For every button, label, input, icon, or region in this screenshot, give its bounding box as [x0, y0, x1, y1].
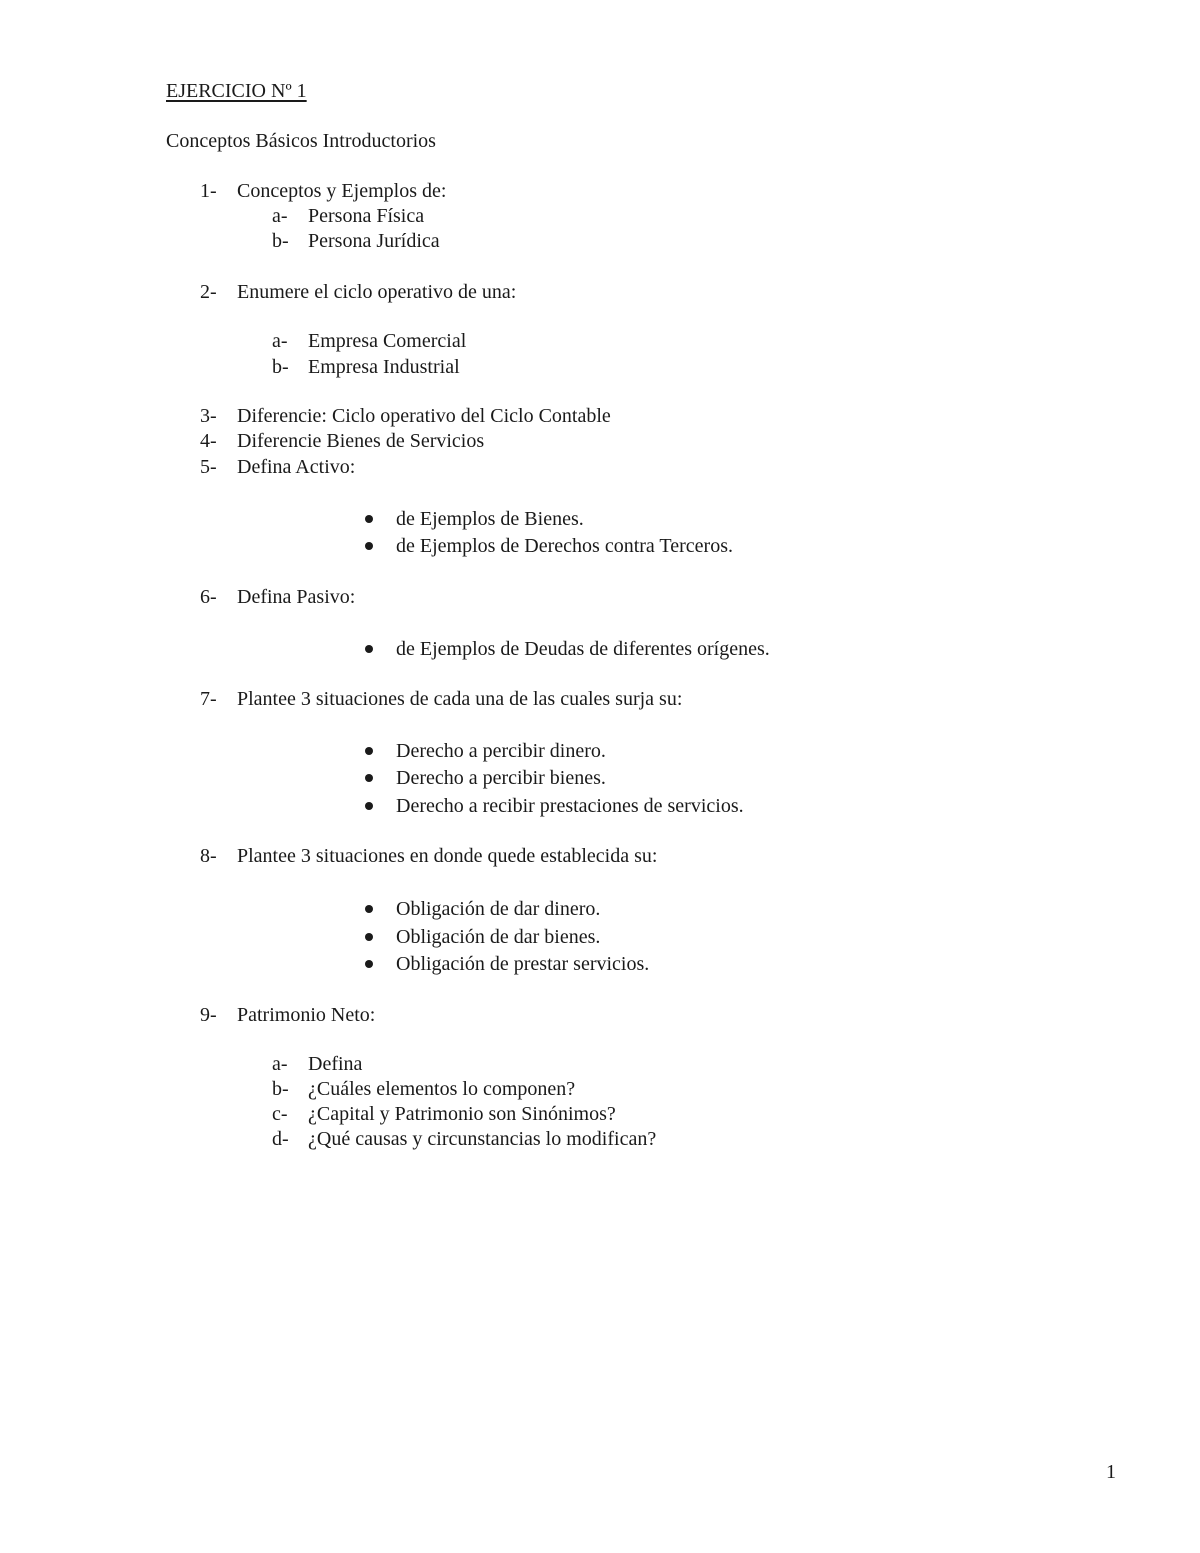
- item-7-bullet-2: Derecho a percibir bienes.: [396, 767, 606, 789]
- item-8-bullet-2: Obligación de dar bienes.: [396, 926, 601, 948]
- item-1-text: Conceptos y Ejemplos de:: [237, 180, 447, 202]
- item-4-number: 4-: [200, 430, 217, 452]
- bullet-icon: [365, 542, 373, 550]
- item-9-sub-c-text: ¿Capital y Patrimonio son Sinónimos?: [308, 1103, 616, 1125]
- item-2-sub-a-text: Empresa Comercial: [308, 330, 467, 352]
- item-2-sub-b-marker: b-: [272, 356, 289, 378]
- item-5-number: 5-: [200, 456, 217, 478]
- item-9-sub-b-text: ¿Cuáles elementos lo componen?: [308, 1078, 576, 1100]
- bullet-icon: [365, 960, 373, 968]
- bullet-icon: [365, 905, 373, 913]
- item-2-sub-b-text: Empresa Industrial: [308, 356, 460, 378]
- bullet-icon: [365, 747, 373, 755]
- item-9-sub-b-marker: b-: [272, 1078, 289, 1100]
- page-number: 1: [1106, 1461, 1116, 1483]
- item-9-text: Patrimonio Neto:: [237, 1004, 376, 1026]
- item-2-sub-a-marker: a-: [272, 330, 288, 352]
- document-subtitle: Conceptos Básicos Introductorios: [166, 130, 436, 152]
- item-7-bullet-1: Derecho a percibir dinero.: [396, 740, 606, 762]
- bullet-icon: [365, 802, 373, 810]
- item-2-text: Enumere el ciclo operativo de una:: [237, 281, 517, 303]
- item-8-bullet-3: Obligación de prestar servicios.: [396, 953, 650, 975]
- item-5-text: Defina Activo:: [237, 456, 356, 478]
- bullet-icon: [365, 774, 373, 782]
- item-5-bullet-2: de Ejemplos de Derechos contra Terceros.: [396, 535, 733, 557]
- item-8-text: Plantee 3 situaciones en donde quede establecida su:: [237, 845, 658, 867]
- item-8-number: 8-: [200, 845, 217, 867]
- bullet-icon: [365, 933, 373, 941]
- item-6-bullet-1: de Ejemplos de Deudas de diferentes orígenes.: [396, 638, 770, 660]
- item-7-number: 7-: [200, 688, 217, 710]
- item-1-sub-a-text: Persona Física: [308, 205, 425, 227]
- bullet-icon: [365, 645, 373, 653]
- item-6-text: Defina Pasivo:: [237, 586, 356, 608]
- item-7-bullet-3: Derecho a recibir prestaciones de servicios.: [396, 795, 744, 817]
- item-1-sub-a-marker: a-: [272, 205, 288, 227]
- item-3-number: 3-: [200, 405, 217, 427]
- item-9-sub-a-marker: a-: [272, 1053, 288, 1075]
- item-9-sub-c-marker: c-: [272, 1103, 288, 1125]
- item-1-sub-b-text: Persona Jurídica: [308, 230, 440, 252]
- item-8-bullet-1: Obligación de dar dinero.: [396, 898, 601, 920]
- item-4-text: Diferencie Bienes de Servicios: [237, 430, 485, 452]
- item-9-sub-d-marker: d-: [272, 1128, 289, 1150]
- item-7-text: Plantee 3 situaciones de cada una de las cuales surja su:: [237, 688, 683, 710]
- item-5-bullet-1: de Ejemplos de Bienes.: [396, 508, 584, 530]
- document-title: EJERCICIO Nº 1: [166, 80, 307, 102]
- item-9-sub-d-text: ¿Qué causas y circunstancias lo modifican?: [308, 1128, 657, 1150]
- item-9-sub-a-text: Defina: [308, 1053, 363, 1075]
- item-1-sub-b-marker: b-: [272, 230, 289, 252]
- item-2-number: 2-: [200, 281, 217, 303]
- item-6-number: 6-: [200, 586, 217, 608]
- item-1-number: 1-: [200, 180, 217, 202]
- item-3-text: Diferencie: Ciclo operativo del Ciclo Contable: [237, 405, 611, 427]
- bullet-icon: [365, 515, 373, 523]
- item-9-number: 9-: [200, 1004, 217, 1026]
